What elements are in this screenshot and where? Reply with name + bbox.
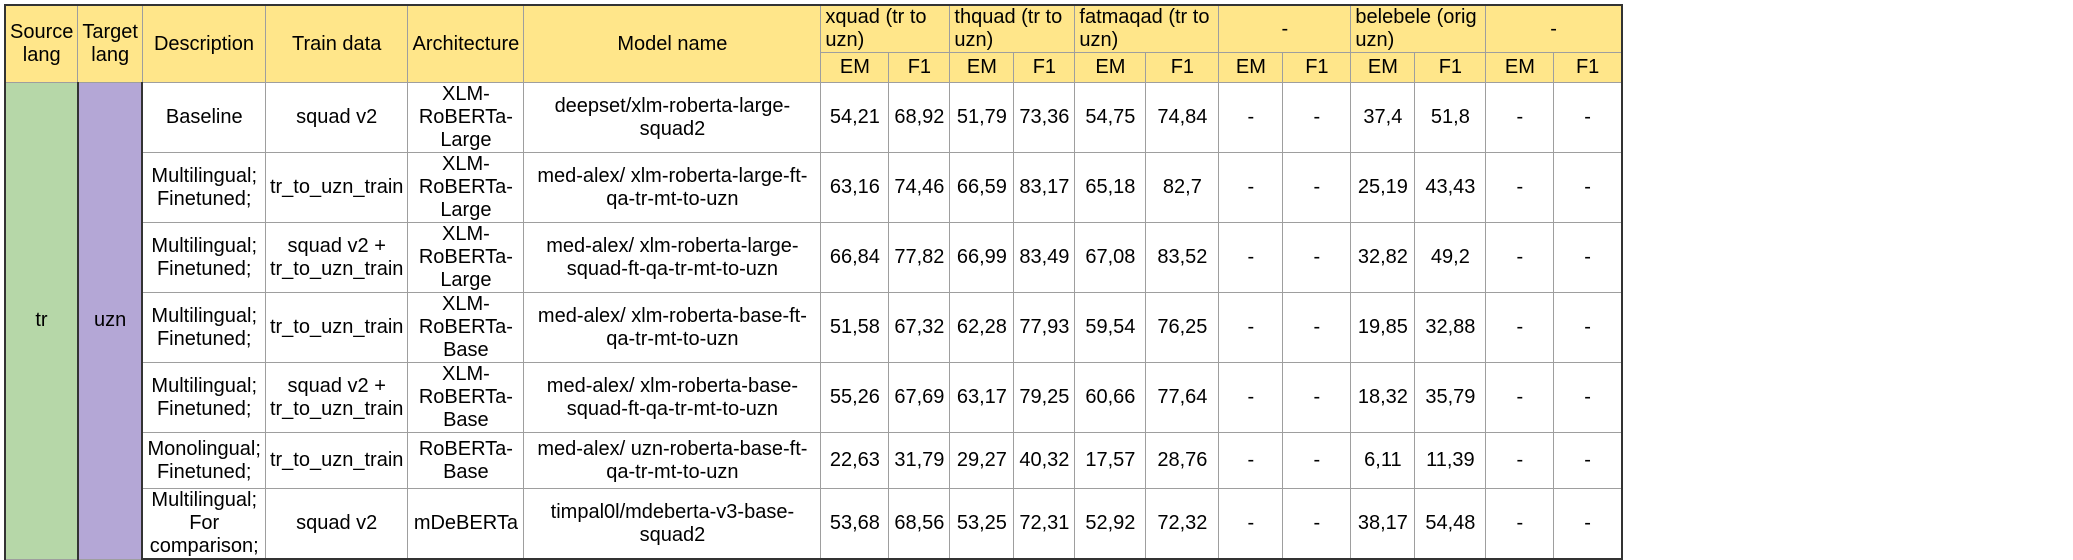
score-f1-cell: 72,32 xyxy=(1146,489,1219,560)
score-f1-cell: 40,32 xyxy=(1014,433,1075,489)
score-em-cell: 37,4 xyxy=(1351,83,1415,153)
score-em-cell: - xyxy=(1219,83,1283,153)
architecture-cell: XLM-RoBERTa-Large xyxy=(408,83,524,153)
table-row xyxy=(5,293,1622,363)
score-f1-cell: - xyxy=(1283,433,1351,489)
header-group-belebele: belebele (orig uzn) xyxy=(1351,5,1486,53)
score-f1-cell: 83,49 xyxy=(1014,223,1075,293)
train-data-cell: tr_to_uzn_train xyxy=(265,293,407,363)
header-f1: F1 xyxy=(1146,53,1219,83)
train-data-cell: squad v2 + tr_to_uzn_train xyxy=(265,223,407,293)
score-em-cell: 53,25 xyxy=(950,489,1014,560)
description-cell: Multilingual; Finetuned; xyxy=(142,363,265,433)
score-em-cell: - xyxy=(1486,363,1554,433)
score-em-cell: - xyxy=(1486,489,1554,560)
score-f1-cell: - xyxy=(1283,223,1351,293)
score-f1-cell: 67,69 xyxy=(889,363,950,433)
score-f1-cell: 82,7 xyxy=(1146,153,1219,223)
header-model-name: Model name xyxy=(524,5,821,83)
score-f1-cell: 77,93 xyxy=(1014,293,1075,363)
train-data-cell: tr_to_uzn_train xyxy=(265,433,407,489)
header-group-blank-1: - xyxy=(1219,5,1351,53)
score-em-cell: 66,59 xyxy=(950,153,1014,223)
score-f1-cell: 51,8 xyxy=(1415,83,1486,153)
score-em-cell: 63,16 xyxy=(821,153,889,223)
score-em-cell: 18,32 xyxy=(1351,363,1415,433)
score-em-cell: 59,54 xyxy=(1075,293,1146,363)
score-em-cell: - xyxy=(1219,363,1283,433)
header-f1: F1 xyxy=(1554,53,1622,83)
description-cell: Multilingual; Finetuned; xyxy=(142,293,265,363)
table-row xyxy=(5,153,1622,223)
score-f1-cell: 35,79 xyxy=(1415,363,1486,433)
score-f1-cell: 54,48 xyxy=(1415,489,1486,560)
score-em-cell: - xyxy=(1486,433,1554,489)
score-em-cell: 62,28 xyxy=(950,293,1014,363)
header-architecture: Architecture xyxy=(408,5,524,83)
score-f1-cell: 43,43 xyxy=(1415,153,1486,223)
score-f1-cell: 74,84 xyxy=(1146,83,1219,153)
score-f1-cell: 31,79 xyxy=(889,433,950,489)
architecture-cell: XLM-RoBERTa-Large xyxy=(408,153,524,223)
score-em-cell: 54,21 xyxy=(821,83,889,153)
score-em-cell: - xyxy=(1219,489,1283,560)
header-em: EM xyxy=(1486,53,1554,83)
score-f1-cell: 11,39 xyxy=(1415,433,1486,489)
score-f1-cell: 67,32 xyxy=(889,293,950,363)
description-cell: Multilingual; For comparison; xyxy=(142,489,265,560)
train-data-cell: squad v2 + tr_to_uzn_train xyxy=(265,363,407,433)
score-em-cell: 65,18 xyxy=(1075,153,1146,223)
score-f1-cell: - xyxy=(1554,83,1622,153)
score-f1-cell: - xyxy=(1283,293,1351,363)
score-em-cell: - xyxy=(1219,293,1283,363)
score-em-cell: 60,66 xyxy=(1075,363,1146,433)
architecture-cell: RoBERTa-Base xyxy=(408,433,524,489)
score-em-cell: 51,79 xyxy=(950,83,1014,153)
score-f1-cell: 32,88 xyxy=(1415,293,1486,363)
score-f1-cell: - xyxy=(1283,153,1351,223)
score-f1-cell: - xyxy=(1554,363,1622,433)
train-data-cell: squad v2 xyxy=(265,489,407,560)
header-target-lang: Target lang xyxy=(78,5,143,83)
score-f1-cell: 77,64 xyxy=(1146,363,1219,433)
score-f1-cell: 73,36 xyxy=(1014,83,1075,153)
header-group-blank-2: - xyxy=(1486,5,1622,53)
train-data-cell: tr_to_uzn_train xyxy=(265,153,407,223)
table-body xyxy=(5,83,1622,560)
score-em-cell: - xyxy=(1486,153,1554,223)
model-name-cell: timpal0l/mdeberta-v3-base-squad2 xyxy=(524,489,821,560)
score-em-cell: 55,26 xyxy=(821,363,889,433)
model-name-cell: med-alex/ uzn-roberta-base-ft-qa-tr-mt-to-uzn xyxy=(524,433,821,489)
score-em-cell: 38,17 xyxy=(1351,489,1415,560)
header-em: EM xyxy=(1219,53,1283,83)
architecture-cell: XLM-RoBERTa-Large xyxy=(408,223,524,293)
header-train-data: Train data xyxy=(265,5,407,83)
table-header xyxy=(5,5,1622,83)
header-description: Description xyxy=(142,5,265,83)
score-em-cell: - xyxy=(1486,83,1554,153)
header-source-lang: Source lang xyxy=(5,5,78,83)
score-em-cell: 63,17 xyxy=(950,363,1014,433)
score-f1-cell: - xyxy=(1283,489,1351,560)
header-em: EM xyxy=(1075,53,1146,83)
score-em-cell: 53,68 xyxy=(821,489,889,560)
header-group-fatmaqad: fatmaqad (tr to uzn) xyxy=(1075,5,1219,53)
score-f1-cell: 68,92 xyxy=(889,83,950,153)
score-f1-cell: 74,46 xyxy=(889,153,950,223)
architecture-cell: mDeBERTa xyxy=(408,489,524,560)
score-f1-cell: - xyxy=(1554,293,1622,363)
architecture-cell: XLM-RoBERTa-Base xyxy=(408,293,524,363)
header-f1: F1 xyxy=(889,53,950,83)
train-data-cell: squad v2 xyxy=(265,83,407,153)
score-f1-cell: 68,56 xyxy=(889,489,950,560)
header-group-thquad: thquad (tr to uzn) xyxy=(950,5,1075,53)
description-cell: Multilingual; Finetuned; xyxy=(142,223,265,293)
header-em: EM xyxy=(821,53,889,83)
score-em-cell: 6,11 xyxy=(1351,433,1415,489)
header-f1: F1 xyxy=(1014,53,1075,83)
score-f1-cell: 28,76 xyxy=(1146,433,1219,489)
score-f1-cell: - xyxy=(1283,363,1351,433)
model-name-cell: deepset/xlm-roberta-large-squad2 xyxy=(524,83,821,153)
score-em-cell: - xyxy=(1219,433,1283,489)
score-em-cell: 17,57 xyxy=(1075,433,1146,489)
score-em-cell: 66,84 xyxy=(821,223,889,293)
header-em: EM xyxy=(1351,53,1415,83)
header-f1: F1 xyxy=(1283,53,1351,83)
score-em-cell: 51,58 xyxy=(821,293,889,363)
score-f1-cell: 83,52 xyxy=(1146,223,1219,293)
table-row xyxy=(5,223,1622,293)
score-em-cell: - xyxy=(1219,223,1283,293)
description-cell: Baseline xyxy=(142,83,265,153)
score-f1-cell: - xyxy=(1283,83,1351,153)
score-f1-cell: 83,17 xyxy=(1014,153,1075,223)
score-f1-cell: - xyxy=(1554,433,1622,489)
score-em-cell: 29,27 xyxy=(950,433,1014,489)
header-em: EM xyxy=(950,53,1014,83)
score-em-cell: - xyxy=(1486,293,1554,363)
score-f1-cell: 79,25 xyxy=(1014,363,1075,433)
score-f1-cell: 76,25 xyxy=(1146,293,1219,363)
model-name-cell: med-alex/ xlm-roberta-large-ft-qa-tr-mt-to-uzn xyxy=(524,153,821,223)
header-f1: F1 xyxy=(1415,53,1486,83)
model-name-cell: med-alex/ xlm-roberta-large-squad-ft-qa-tr-mt-to-uzn xyxy=(524,223,821,293)
architecture-cell: XLM-RoBERTa-Base xyxy=(408,363,524,433)
score-em-cell: 67,08 xyxy=(1075,223,1146,293)
table-row xyxy=(5,489,1622,560)
description-cell: Monolingual; Finetuned; xyxy=(142,433,265,489)
header-group-xquad: xquad (tr to uzn) xyxy=(821,5,950,53)
model-name-cell: med-alex/ xlm-roberta-base-squad-ft-qa-tr-mt-to-uzn xyxy=(524,363,821,433)
score-f1-cell: - xyxy=(1554,489,1622,560)
model-name-cell: med-alex/ xlm-roberta-base-ft-qa-tr-mt-to-uzn xyxy=(524,293,821,363)
score-em-cell: - xyxy=(1486,223,1554,293)
description-cell: Multilingual; Finetuned; xyxy=(142,153,265,223)
score-em-cell: 25,19 xyxy=(1351,153,1415,223)
results-table xyxy=(4,4,1623,560)
table-row xyxy=(5,83,1622,153)
target-lang-cell: uzn xyxy=(78,83,143,560)
score-em-cell: 52,92 xyxy=(1075,489,1146,560)
source-lang-cell: tr xyxy=(5,83,78,560)
score-em-cell: 19,85 xyxy=(1351,293,1415,363)
score-f1-cell: 72,31 xyxy=(1014,489,1075,560)
score-f1-cell: - xyxy=(1554,223,1622,293)
table-row xyxy=(5,363,1622,433)
score-em-cell: - xyxy=(1219,153,1283,223)
score-f1-cell: 49,2 xyxy=(1415,223,1486,293)
score-em-cell: 66,99 xyxy=(950,223,1014,293)
score-em-cell: 54,75 xyxy=(1075,83,1146,153)
score-f1-cell: - xyxy=(1554,153,1622,223)
score-em-cell: 22,63 xyxy=(821,433,889,489)
score-em-cell: 32,82 xyxy=(1351,223,1415,293)
score-f1-cell: 77,82 xyxy=(889,223,950,293)
